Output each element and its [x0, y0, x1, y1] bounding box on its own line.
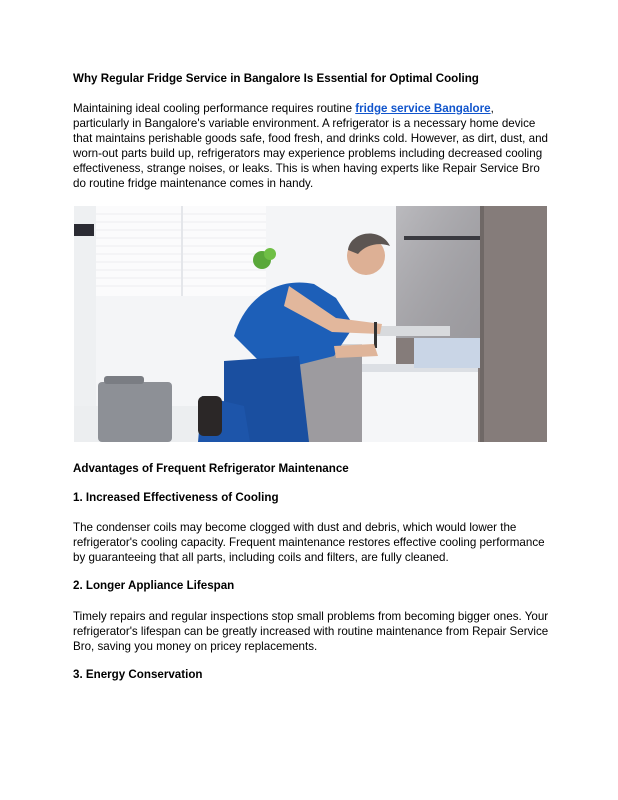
section-heading: 3. Energy Conservation [73, 668, 203, 681]
advantages-heading: Advantages of Frequent Refrigerator Maintenance [73, 462, 349, 475]
technician-fridge-photo [74, 206, 547, 442]
intro-text-before: Maintaining ideal cooling performance requires routine [73, 102, 356, 115]
photo-illustration [74, 206, 547, 442]
section-body: Timely repairs and regular inspections stop small problems from becoming bigger ones. Your refrigerator's lifespan can be greatly increased with routine maintenance from Repair Service Bro, saving you money on pricey replacements. [73, 610, 549, 653]
section-heading: 1. Increased Effectiveness of Cooling [73, 491, 279, 504]
fridge-service-link[interactable]: fridge service Bangalore [355, 102, 491, 115]
intro-text-after: , particularly in Bangalore's variable environment. A refrigerator is a necessary home device that maintains perishable goods safe, food fresh, and drinks cold. However, as dirt, dust, and worn-out parts build up, refrigerators may experience problems including decreased cooling effectiveness, strange noises, or leaks. This is when having experts like Repair Service Bro do routine fridge maintenance comes in handy. [73, 102, 548, 190]
intro-paragraph [73, 101, 553, 191]
document-title: Why Regular Fridge Service in Bangalore Is Essential for Optimal Cooling [73, 72, 479, 85]
section-body: The condenser coils may become clogged with dust and debris, which would lower the refrigerator's cooling capacity. Frequent maintenance restores effective cooling performance by guaranteeing that all parts, including coils and filters, are fully cleaned. [73, 521, 545, 564]
section-heading: 2. Longer Appliance Lifespan [73, 579, 235, 592]
